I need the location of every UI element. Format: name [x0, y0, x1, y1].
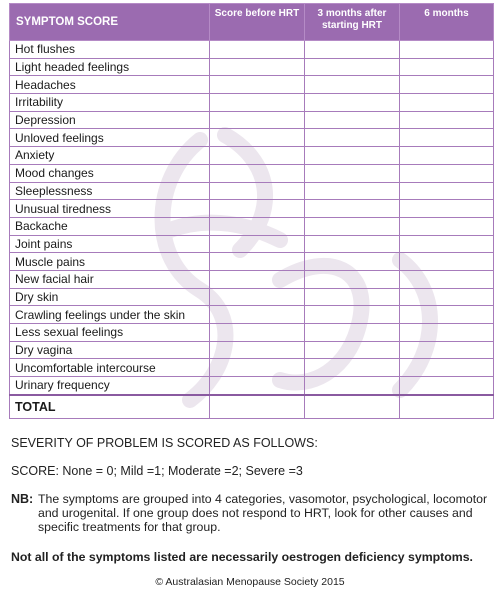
- symptom-label: New facial hair: [10, 270, 210, 288]
- score-6-months-cell[interactable]: [400, 41, 494, 59]
- symptom-label: Headaches: [10, 76, 210, 94]
- score-before-hrt-cell[interactable]: [210, 359, 305, 377]
- score-6-months-cell[interactable]: [400, 147, 494, 165]
- score-before-hrt-cell[interactable]: [210, 111, 305, 129]
- score-6-months-cell[interactable]: [400, 359, 494, 377]
- score-before-hrt-cell[interactable]: [210, 306, 305, 324]
- score-6-months-cell[interactable]: [400, 58, 494, 76]
- symptom-label: Dry vagina: [10, 341, 210, 359]
- score-3-months-cell[interactable]: [305, 129, 400, 147]
- score-before-hrt-cell[interactable]: [210, 270, 305, 288]
- severity-heading: SEVERITY OF PROBLEM IS SCORED AS FOLLOWS:: [11, 436, 318, 450]
- score-before-hrt-cell[interactable]: [210, 182, 305, 200]
- table-row: [10, 129, 494, 147]
- score-before-hrt-cell[interactable]: [210, 129, 305, 147]
- symptom-score-table: [9, 3, 494, 419]
- symptom-label: Sleeplessness: [10, 182, 210, 200]
- score-3-months-cell[interactable]: [305, 253, 400, 271]
- score-3-months-cell[interactable]: [305, 341, 400, 359]
- total-before-hrt-cell[interactable]: [210, 395, 305, 419]
- total-label: TOTAL: [10, 395, 210, 419]
- score-3-months-cell[interactable]: [305, 324, 400, 342]
- score-6-months-cell[interactable]: [400, 111, 494, 129]
- score-before-hrt-cell[interactable]: [210, 58, 305, 76]
- table-row: [10, 217, 494, 235]
- symptom-label: Unloved feelings: [10, 129, 210, 147]
- score-3-months-cell[interactable]: [305, 359, 400, 377]
- table-row: [10, 41, 494, 59]
- nb-label: NB:: [11, 492, 34, 506]
- score-6-months-cell[interactable]: [400, 306, 494, 324]
- table-row: [10, 270, 494, 288]
- score-6-months-cell[interactable]: [400, 217, 494, 235]
- table-row: [10, 288, 494, 306]
- table-row: [10, 147, 494, 165]
- table-row: [10, 94, 494, 112]
- score-6-months-cell[interactable]: [400, 288, 494, 306]
- score-before-hrt-cell[interactable]: [210, 76, 305, 94]
- header-score-before-hrt: [210, 4, 305, 41]
- score-before-hrt-cell[interactable]: [210, 200, 305, 218]
- symptom-label: Uncomfortable intercourse: [10, 359, 210, 377]
- score-6-months-cell[interactable]: [400, 253, 494, 271]
- symptom-label: Irritability: [10, 94, 210, 112]
- symptom-label: Depression: [10, 111, 210, 129]
- symptom-label: Anxiety: [10, 147, 210, 165]
- table-row: [10, 324, 494, 342]
- header-score-before-hrt-label: Score before HRT: [214, 8, 300, 19]
- header-3-months-label: 3 months after starting HRT: [317, 8, 387, 31]
- symptom-label: Urinary frequency: [10, 377, 210, 395]
- score-3-months-cell[interactable]: [305, 58, 400, 76]
- header-3-months-after-hrt: [305, 4, 400, 41]
- symptom-label: Dry skin: [10, 288, 210, 306]
- score-6-months-cell[interactable]: [400, 182, 494, 200]
- score-3-months-cell[interactable]: [305, 76, 400, 94]
- table-row: [10, 200, 494, 218]
- score-3-months-cell[interactable]: [305, 164, 400, 182]
- score-6-months-cell[interactable]: [400, 341, 494, 359]
- symptom-label: Joint pains: [10, 235, 210, 253]
- score-6-months-cell[interactable]: [400, 324, 494, 342]
- symptom-label: Unusual tiredness: [10, 200, 210, 218]
- header-symptom-score: SYMPTOM SCORE: [10, 4, 210, 41]
- symptom-table-container: [9, 3, 493, 419]
- table-row: [10, 111, 494, 129]
- table-row: [10, 306, 494, 324]
- symptom-label: Less sexual feelings: [10, 324, 210, 342]
- score-3-months-cell[interactable]: [305, 217, 400, 235]
- symptom-label: Mood changes: [10, 164, 210, 182]
- score-6-months-cell[interactable]: [400, 200, 494, 218]
- score-3-months-cell[interactable]: [305, 377, 400, 395]
- score-3-months-cell[interactable]: [305, 200, 400, 218]
- symptom-label: Crawling feelings under the skin: [10, 306, 210, 324]
- header-6-months-label: 6 months: [424, 8, 469, 19]
- table-row: [10, 182, 494, 200]
- total-3-months-cell[interactable]: [305, 395, 400, 419]
- symptom-label: Muscle pains: [10, 253, 210, 271]
- header-6-months: [400, 4, 494, 41]
- score-before-hrt-cell[interactable]: [210, 253, 305, 271]
- score-6-months-cell[interactable]: [400, 129, 494, 147]
- score-before-hrt-cell[interactable]: [210, 324, 305, 342]
- score-before-hrt-cell[interactable]: [210, 217, 305, 235]
- total-row: [10, 395, 494, 419]
- symptom-label: Hot flushes: [10, 41, 210, 59]
- score-3-months-cell[interactable]: [305, 41, 400, 59]
- score-3-months-cell[interactable]: [305, 288, 400, 306]
- score-before-hrt-cell[interactable]: [210, 377, 305, 395]
- total-6-months-cell[interactable]: [400, 395, 494, 419]
- score-before-hrt-cell[interactable]: [210, 147, 305, 165]
- score-6-months-cell[interactable]: [400, 76, 494, 94]
- score-3-months-cell[interactable]: [305, 182, 400, 200]
- score-6-months-cell[interactable]: [400, 235, 494, 253]
- table-row: [10, 235, 494, 253]
- table-row: [10, 76, 494, 94]
- table-row: [10, 58, 494, 76]
- table-row: [10, 377, 494, 395]
- nb-text: The symptoms are grouped into 4 categories, vasomotor, psychological, locomotor and urogenital. If one group does not respond to HRT, look for other causes and specific treatments for that group.: [38, 492, 488, 534]
- score-before-hrt-cell[interactable]: [210, 41, 305, 59]
- score-6-months-cell[interactable]: [400, 164, 494, 182]
- score-before-hrt-cell[interactable]: [210, 341, 305, 359]
- symptom-label: Light headed feelings: [10, 58, 210, 76]
- table-header-row: [10, 4, 494, 41]
- table-row: [10, 359, 494, 377]
- symptom-label: Backache: [10, 217, 210, 235]
- score-6-months-cell[interactable]: [400, 94, 494, 112]
- score-3-months-cell[interactable]: [305, 270, 400, 288]
- score-before-hrt-cell[interactable]: [210, 164, 305, 182]
- score-3-months-cell[interactable]: [305, 306, 400, 324]
- score-3-months-cell[interactable]: [305, 111, 400, 129]
- score-3-months-cell[interactable]: [305, 94, 400, 112]
- score-3-months-cell[interactable]: [305, 235, 400, 253]
- score-scale-line: SCORE: None = 0; Mild =1; Moderate =2; Severe =3: [11, 464, 303, 478]
- score-before-hrt-cell[interactable]: [210, 94, 305, 112]
- score-6-months-cell[interactable]: [400, 377, 494, 395]
- table-row: [10, 164, 494, 182]
- score-before-hrt-cell[interactable]: [210, 235, 305, 253]
- score-before-hrt-cell[interactable]: [210, 288, 305, 306]
- table-row: [10, 341, 494, 359]
- copyright-footer: © Australasian Menopause Society 2015: [155, 576, 345, 588]
- score-3-months-cell[interactable]: [305, 147, 400, 165]
- table-row: [10, 253, 494, 271]
- disclaimer-text: Not all of the symptoms listed are necessarily oestrogen deficiency symptoms.: [11, 550, 473, 564]
- score-6-months-cell[interactable]: [400, 270, 494, 288]
